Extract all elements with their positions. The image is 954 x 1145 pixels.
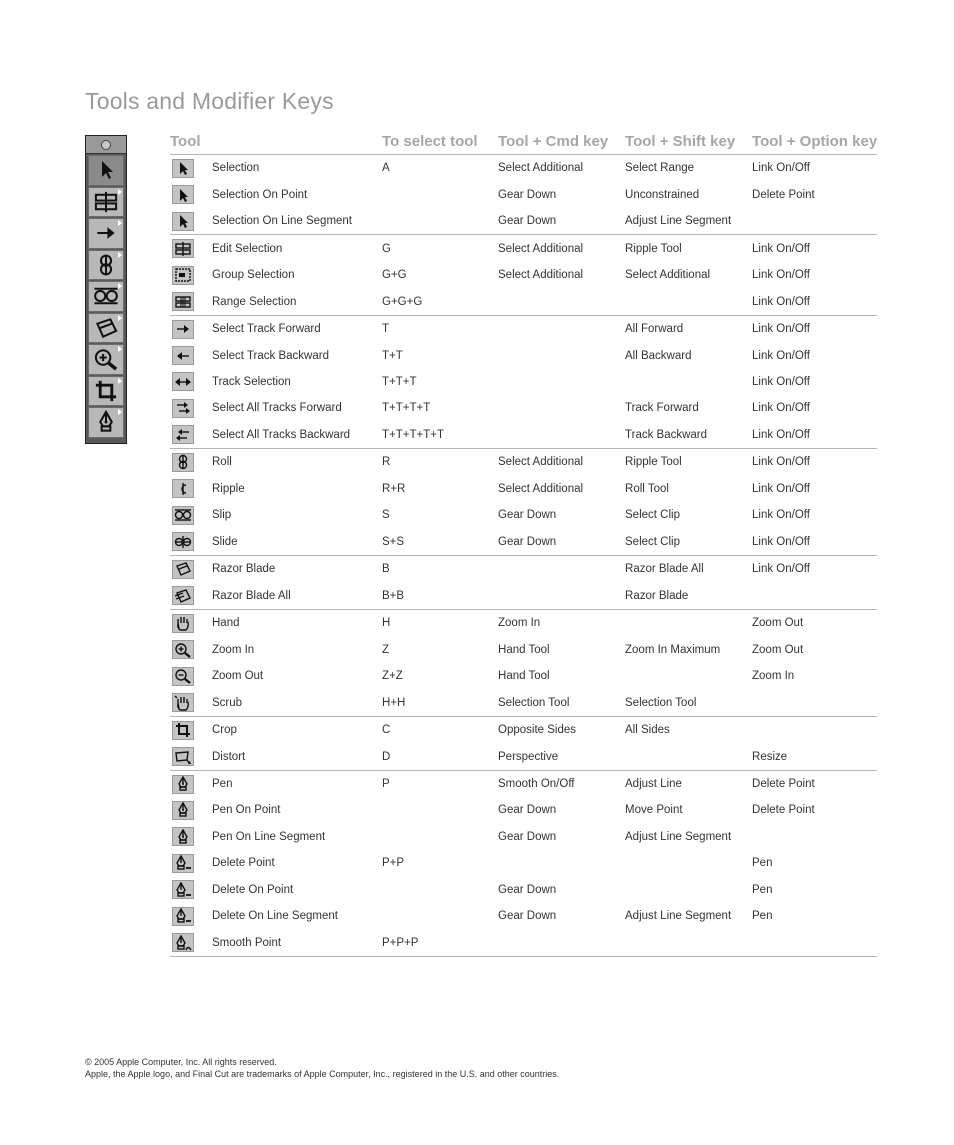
table-row	[170, 422, 877, 449]
cmd-action	[498, 422, 625, 449]
crop-icon	[93, 379, 119, 403]
zoom-in-icon	[172, 640, 194, 659]
option-action	[752, 689, 877, 716]
tool-name: Range Selection	[212, 295, 297, 308]
tool-palette	[85, 135, 127, 444]
table-row	[170, 342, 877, 368]
select-key: P+P	[382, 857, 405, 870]
track-forward-icon	[93, 221, 119, 245]
select-key: P+P+P	[382, 930, 498, 957]
pen-delete-icon	[172, 854, 194, 873]
flyout-indicator-icon	[118, 189, 122, 195]
table-row	[170, 556, 877, 583]
shift-action: Unconstrained	[625, 188, 700, 201]
option-action	[752, 208, 877, 235]
tool-name: Track Selection	[212, 375, 291, 388]
cmd-action: Gear Down	[498, 910, 557, 923]
header-option: Tool + Option key	[752, 129, 877, 155]
ripple-icon	[172, 479, 194, 498]
copyright-text: © 2005 Apple Computer, Inc. All rights reserved.	[85, 1057, 277, 1067]
flyout-indicator-icon	[118, 283, 122, 289]
tool-name: Razor Blade All	[212, 589, 291, 602]
tool-name: Pen	[212, 770, 382, 797]
tool-name: Hand	[212, 609, 382, 636]
shift-action: Adjust Line Segment	[625, 910, 732, 923]
tool-name: Zoom In	[212, 643, 255, 656]
roll-icon	[172, 453, 194, 472]
cmd-action: Zoom In	[498, 609, 625, 636]
shift-action: Ripple Tool	[625, 235, 752, 262]
flyout-indicator-icon	[118, 346, 122, 352]
shift-action: All Backward	[625, 349, 692, 362]
header-tool: Tool	[170, 129, 382, 155]
table-row	[170, 636, 877, 662]
option-action: Link On/Off	[752, 235, 877, 262]
select-key: C	[382, 716, 498, 743]
palette-roll-button[interactable]	[88, 250, 124, 281]
select-key: T+T+T+T	[382, 402, 431, 415]
slip-icon	[93, 284, 119, 308]
option-action: Delete Point	[752, 188, 815, 201]
select-key	[382, 903, 498, 929]
select-key: T+T	[382, 349, 403, 362]
cmd-action: Perspective	[498, 750, 559, 763]
select-key: T	[382, 315, 498, 342]
table-row	[170, 583, 877, 610]
option-action: Pen	[752, 883, 773, 896]
group-selection-icon	[172, 266, 194, 285]
palette-edit-selection-button[interactable]	[88, 187, 124, 218]
page-title: Tools and Modifier Keys	[85, 88, 334, 114]
tool-name: Selection	[212, 162, 260, 175]
selection-arrow-icon	[172, 212, 194, 231]
pen-icon	[172, 775, 194, 794]
table-row	[170, 663, 877, 689]
palette-track-forward-button[interactable]	[88, 218, 124, 249]
shift-action	[625, 930, 752, 957]
shift-action: Zoom In Maximum	[625, 643, 721, 656]
slide-icon	[172, 532, 194, 551]
option-action: Resize	[752, 750, 788, 763]
cmd-action	[498, 930, 625, 957]
cmd-action: Gear Down	[498, 215, 557, 228]
select-key: G	[382, 235, 498, 262]
table-header	[170, 129, 877, 155]
select-key: H	[382, 609, 498, 636]
shift-action: Select Range	[625, 162, 695, 175]
table-row	[170, 395, 877, 421]
cmd-action: Opposite Sides	[498, 716, 625, 743]
table-row	[170, 155, 877, 182]
select-key: P	[382, 770, 498, 797]
tool-name: Slip	[212, 509, 232, 522]
pen-smooth-icon	[172, 933, 194, 952]
table-row	[170, 689, 877, 716]
table-row	[170, 262, 877, 288]
palette-close-button[interactable]	[86, 136, 126, 154]
shift-action: Adjust Line Segment	[625, 830, 732, 843]
tool-name: Edit Selection	[212, 235, 382, 262]
select-key: T+T+T	[382, 375, 417, 388]
option-action: Link On/Off	[752, 349, 810, 362]
flyout-indicator-icon	[118, 409, 122, 415]
select-key: Z+Z	[382, 670, 403, 683]
palette-razor-blade-button[interactable]	[88, 313, 124, 344]
tool-name: Select Track Backward	[212, 349, 329, 362]
option-action: Delete Point	[752, 770, 877, 797]
tool-name: Selection On Point	[212, 188, 308, 201]
select-key	[382, 208, 498, 235]
tool-name: Select Track Forward	[212, 315, 382, 342]
shift-action: Select Additional	[625, 269, 711, 282]
tool-name: Group Selection	[212, 269, 295, 282]
zoom-in-icon	[93, 347, 119, 371]
table-row	[170, 930, 877, 957]
table-row	[170, 743, 877, 770]
option-action: Delete Point	[752, 804, 815, 817]
palette-crop-button[interactable]	[88, 376, 124, 407]
select-key: T+T+T+T+T	[382, 428, 445, 441]
select-key	[382, 877, 498, 903]
option-action: Link On/Off	[752, 295, 810, 308]
razor-blade-icon	[93, 316, 119, 340]
shift-action: Adjust Line	[625, 770, 752, 797]
table-row	[170, 609, 877, 636]
flyout-indicator-icon	[118, 378, 122, 384]
cmd-action: Select Additional	[498, 269, 584, 282]
palette-slip-button[interactable]	[88, 281, 124, 312]
shift-action: Track Backward	[625, 428, 708, 441]
tool-name: Delete On Point	[212, 883, 294, 896]
cmd-action: Gear Down	[498, 509, 557, 522]
select-key: B+B	[382, 589, 405, 602]
table-row	[170, 315, 877, 342]
flyout-indicator-icon	[118, 315, 122, 321]
table-row	[170, 502, 877, 528]
tool-name: Ripple	[212, 482, 245, 495]
select-key: Z	[382, 643, 390, 656]
range-selection-icon	[172, 292, 194, 311]
shift-action: Select Clip	[625, 509, 680, 522]
cmd-action	[498, 369, 625, 395]
shift-action: Move Point	[625, 804, 683, 817]
cmd-action	[498, 556, 625, 583]
cmd-action: Gear Down	[498, 804, 557, 817]
all-tracks-backward-icon	[172, 425, 194, 444]
table-row	[170, 181, 877, 207]
slip-icon	[172, 506, 194, 525]
shift-action	[625, 850, 752, 876]
table-row	[170, 716, 877, 743]
select-key: S+S	[382, 535, 405, 548]
option-action: Link On/Off	[752, 449, 877, 476]
selection-arrow-icon	[172, 159, 194, 178]
cmd-action: Hand Tool	[498, 670, 550, 683]
option-action	[752, 930, 877, 957]
cmd-action: Select Additional	[498, 482, 584, 495]
scrub-icon	[172, 693, 194, 712]
all-tracks-forward-icon	[172, 399, 194, 418]
shift-action: Selection Tool	[625, 696, 697, 709]
tool-name: Select All Tracks Backward	[212, 428, 351, 441]
tool-name: Razor Blade	[212, 556, 382, 583]
shift-action	[625, 877, 752, 903]
table-row	[170, 797, 877, 823]
shift-action	[625, 743, 752, 770]
select-key: B	[382, 556, 498, 583]
table-row	[170, 208, 877, 235]
cmd-action: Gear Down	[498, 883, 557, 896]
cmd-action	[498, 850, 625, 876]
select-key: S	[382, 509, 390, 522]
cmd-action: Select Additional	[498, 235, 625, 262]
cmd-action: Hand Tool	[498, 643, 550, 656]
shift-action: Razor Blade	[625, 589, 689, 602]
option-action: Zoom Out	[752, 609, 877, 636]
select-key: R	[382, 449, 498, 476]
shift-action	[625, 609, 752, 636]
razor-blade-all-icon	[172, 586, 194, 605]
palette-pen-button[interactable]	[88, 407, 124, 438]
shift-action: Select Clip	[625, 535, 680, 548]
select-key	[382, 824, 498, 850]
select-key	[382, 181, 498, 207]
edit-selection-icon	[93, 190, 119, 214]
table-row	[170, 288, 877, 315]
option-action: Link On/Off	[752, 428, 810, 441]
edit-selection-icon	[172, 239, 194, 258]
option-action: Link On/Off	[752, 269, 810, 282]
cmd-action: Gear Down	[498, 830, 557, 843]
pen-icon	[172, 801, 194, 820]
trademark-text: Apple, the Apple logo, and Final Cut are trademarks of Apple Computer, Inc., registered in the U.S. and other countries.	[85, 1069, 560, 1079]
shift-action: All Forward	[625, 315, 752, 342]
table-row	[170, 850, 877, 876]
table-row	[170, 369, 877, 395]
table-row	[170, 824, 877, 850]
select-key: G+G	[382, 269, 407, 282]
roll-icon	[93, 253, 119, 277]
option-action: Zoom In	[752, 670, 795, 683]
select-key: D	[382, 750, 391, 763]
zoom-out-icon	[172, 667, 194, 686]
footer	[85, 1056, 559, 1080]
tool-name: Slide	[212, 535, 238, 548]
cmd-action	[498, 288, 625, 315]
option-action: Pen	[752, 910, 773, 923]
select-key: G+G+G	[382, 295, 423, 308]
distort-icon	[172, 747, 194, 766]
flyout-indicator-icon	[118, 252, 122, 258]
shift-action: Ripple Tool	[625, 449, 752, 476]
tool-name: Selection On Line Segment	[212, 215, 353, 228]
cmd-action	[498, 315, 625, 342]
header-cmd: Tool + Cmd key	[498, 129, 625, 155]
cmd-action	[498, 395, 625, 421]
option-action: Link On/Off	[752, 315, 877, 342]
option-action: Link On/Off	[752, 402, 810, 415]
tool-name: Distort	[212, 750, 246, 763]
header-select: To select tool	[382, 129, 498, 155]
shift-action: Razor Blade All	[625, 556, 752, 583]
cmd-action: Selection Tool	[498, 696, 570, 709]
option-action: Link On/Off	[752, 482, 810, 495]
arrow-icon	[93, 158, 119, 182]
hand-icon	[172, 614, 194, 633]
table-row	[170, 903, 877, 929]
shift-action: Roll Tool	[625, 482, 669, 495]
select-key	[382, 797, 498, 823]
pen-icon	[93, 410, 119, 434]
option-action: Link On/Off	[752, 556, 877, 583]
select-key: H+H	[382, 696, 406, 709]
option-action: Pen	[752, 857, 773, 870]
select-key: A	[382, 162, 390, 175]
track-selection-icon	[172, 372, 194, 391]
track-forward-icon	[172, 320, 194, 339]
option-action: Link On/Off	[752, 375, 810, 388]
shift-action: Adjust Line Segment	[625, 215, 732, 228]
cmd-action: Gear Down	[498, 188, 557, 201]
table-row	[170, 476, 877, 502]
tool-name: Select All Tracks Forward	[212, 402, 342, 415]
select-key: R+R	[382, 482, 406, 495]
tool-name: Scrub	[212, 696, 243, 709]
table-row	[170, 449, 877, 476]
cmd-action: Smooth On/Off	[498, 770, 625, 797]
pen-delete-icon	[172, 907, 194, 926]
option-action: Zoom Out	[752, 643, 804, 656]
flyout-indicator-icon	[118, 220, 122, 226]
cmd-action	[498, 583, 625, 610]
option-action: Link On/Off	[752, 162, 810, 175]
cmd-action: Select Additional	[498, 449, 625, 476]
cmd-action	[498, 342, 625, 368]
crop-icon	[172, 721, 194, 740]
table-row	[170, 235, 877, 262]
tool-name: Roll	[212, 449, 382, 476]
shift-action	[625, 288, 752, 315]
tool-name: Smooth Point	[212, 930, 382, 957]
option-action	[752, 824, 877, 850]
option-action	[752, 583, 877, 610]
tool-name: Crop	[212, 716, 382, 743]
table-row	[170, 529, 877, 556]
option-action	[752, 716, 877, 743]
palette-zoom-in-button[interactable]	[88, 344, 124, 375]
shift-action	[625, 663, 752, 689]
tool-name: Delete Point	[212, 857, 275, 870]
cmd-action: Select Additional	[498, 162, 584, 175]
shift-action: Track Forward	[625, 402, 699, 415]
tool-name: Delete On Line Segment	[212, 910, 338, 923]
selection-arrow-icon	[172, 185, 194, 204]
option-action: Link On/Off	[752, 509, 810, 522]
cmd-action: Gear Down	[498, 535, 557, 548]
option-action: Link On/Off	[752, 535, 810, 548]
track-backward-icon	[172, 346, 194, 365]
pen-icon	[172, 827, 194, 846]
tool-name: Pen On Point	[212, 804, 281, 817]
tool-name: Zoom Out	[212, 670, 264, 683]
pen-delete-icon	[172, 880, 194, 899]
palette-arrow-button[interactable]	[88, 155, 124, 186]
shift-action	[625, 369, 752, 395]
tool-name: Pen On Line Segment	[212, 830, 326, 843]
table-row	[170, 770, 877, 797]
header-shift: Tool + Shift key	[625, 129, 752, 155]
razor-blade-icon	[172, 560, 194, 579]
shift-action: All Sides	[625, 716, 752, 743]
table-row	[170, 877, 877, 903]
shortcut-table	[170, 129, 877, 957]
